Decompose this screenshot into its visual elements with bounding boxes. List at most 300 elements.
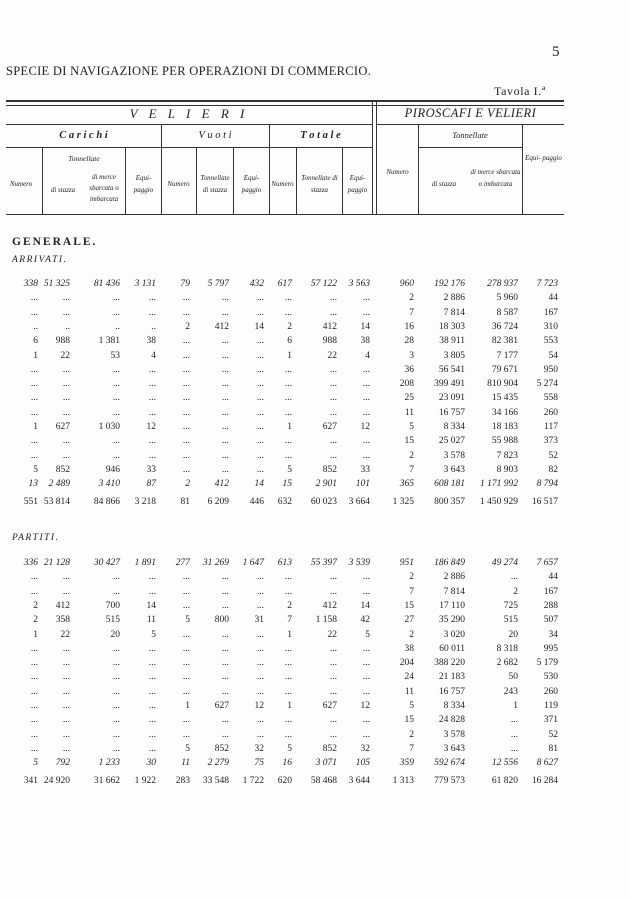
table-cell: 1 030 bbox=[98, 422, 120, 432]
table-cell: 412 bbox=[214, 479, 229, 490]
table-cell: 7 bbox=[409, 743, 414, 754]
table-cell: ... bbox=[30, 729, 38, 740]
table-cell: 2 bbox=[409, 450, 414, 461]
table-cell: ... bbox=[182, 572, 190, 583]
table-cell: ... bbox=[62, 379, 70, 390]
table-cell: 613 bbox=[277, 558, 292, 568]
table-cell: 15 435 bbox=[491, 393, 518, 404]
table-cell: ... bbox=[62, 701, 70, 711]
table-cell: 31 662 bbox=[93, 775, 120, 786]
table-cell: 8 794 bbox=[536, 479, 558, 490]
table-cell: ... bbox=[148, 643, 156, 654]
table-cell: 5 bbox=[365, 629, 370, 640]
table-cell: ... bbox=[329, 364, 337, 375]
table-cell: 14 bbox=[254, 479, 264, 490]
table-cell: ... bbox=[221, 586, 229, 597]
table-cell: 31 269 bbox=[202, 558, 229, 568]
table-cell: ... bbox=[112, 658, 120, 669]
table-cell: 8 627 bbox=[536, 758, 558, 769]
table-cell: ... bbox=[62, 729, 70, 740]
table-cell: 38 911 bbox=[439, 336, 465, 347]
table-row bbox=[0, 279, 630, 293]
table-row bbox=[0, 601, 630, 615]
table-cell: 3 071 bbox=[315, 758, 337, 769]
table-cell: 17 110 bbox=[439, 600, 465, 611]
table-cell: 12 bbox=[146, 422, 156, 432]
table-cell: 432 bbox=[249, 279, 264, 289]
table-cell: ... bbox=[256, 572, 264, 583]
table-cell: 192 176 bbox=[434, 279, 465, 289]
table-cell: 53 814 bbox=[43, 496, 70, 507]
table-cell: ... bbox=[362, 643, 370, 654]
col-equipaggio-piroscafi: Equi- paggio bbox=[525, 154, 562, 162]
table-cell: ... bbox=[182, 672, 190, 683]
table-cell: 18 183 bbox=[491, 422, 518, 432]
table-cell: ... bbox=[182, 450, 190, 461]
table-cell: 81 bbox=[180, 496, 190, 507]
table-cell: ... bbox=[112, 407, 120, 418]
table-cell: 56 541 bbox=[438, 364, 465, 375]
col-ton-stazza-vuoti: Tonnellate di stazza bbox=[200, 174, 230, 194]
table-cell: ... bbox=[284, 672, 292, 683]
table-cell: 620 bbox=[277, 775, 292, 786]
table-row bbox=[0, 422, 630, 436]
table-cell: 1 bbox=[513, 701, 518, 711]
table-cell: 5 bbox=[33, 464, 38, 475]
table-cell: 995 bbox=[543, 643, 558, 654]
table-cell: ... bbox=[182, 407, 190, 418]
table-row bbox=[0, 744, 630, 758]
table-cell: ... bbox=[256, 336, 264, 347]
table-cell: 530 bbox=[543, 672, 558, 683]
table-cell: ... bbox=[62, 450, 70, 461]
table-cell: 7 bbox=[287, 615, 292, 626]
table-cell: 11 bbox=[404, 686, 414, 697]
table-cell: 15 bbox=[404, 600, 414, 611]
table-cell: 3 218 bbox=[134, 496, 156, 507]
table-cell: 3 644 bbox=[348, 775, 370, 786]
table-cell: 700 bbox=[105, 600, 120, 611]
table-cell: 11 bbox=[404, 407, 414, 418]
table-cell: 16 757 bbox=[438, 686, 465, 697]
table-cell: ... bbox=[362, 407, 370, 418]
table-cell: ... bbox=[62, 293, 70, 304]
table-cell: ... bbox=[362, 364, 370, 375]
table-cell: ... bbox=[362, 729, 370, 740]
table-cell: 8 903 bbox=[496, 464, 518, 475]
table-cell: ... bbox=[182, 293, 190, 304]
table-cell: 5 bbox=[185, 615, 190, 626]
table-cell: ... bbox=[182, 422, 190, 432]
table-cell: 20 bbox=[110, 629, 120, 640]
table-cell: ... bbox=[30, 643, 38, 654]
col-di-stazza-piroscafi: di stazza bbox=[431, 180, 457, 188]
table-row bbox=[0, 776, 630, 790]
table-cell: 36 bbox=[404, 364, 414, 375]
table-cell: 7 814 bbox=[443, 307, 465, 318]
table-cell: 2 bbox=[409, 293, 414, 304]
table-cell: 52 bbox=[548, 450, 558, 461]
table-cell: 8 587 bbox=[496, 307, 518, 318]
table-cell: 5 274 bbox=[536, 379, 558, 390]
table-cell: 58 468 bbox=[310, 775, 337, 786]
table-cell: ... bbox=[256, 436, 264, 447]
table-row bbox=[0, 365, 630, 379]
table-row bbox=[0, 687, 630, 701]
table-cell: ... bbox=[256, 393, 264, 404]
table-cell: ... bbox=[182, 436, 190, 447]
table-cell: 22 bbox=[60, 629, 70, 640]
table-cell: ... bbox=[182, 715, 190, 726]
table-cell: 54 bbox=[548, 350, 558, 361]
table-cell: 3 020 bbox=[443, 629, 465, 640]
table-row bbox=[0, 715, 630, 729]
table-cell: 7 bbox=[409, 586, 414, 597]
table-cell: 2 682 bbox=[496, 658, 518, 669]
table-cell: 49 274 bbox=[491, 558, 518, 568]
table-cell: 55 397 bbox=[310, 558, 337, 568]
table-cell: 167 bbox=[543, 586, 558, 597]
table-cell: ... bbox=[148, 307, 156, 318]
table-cell: 2 886 bbox=[443, 293, 465, 304]
table-cell: ... bbox=[362, 393, 370, 404]
table-row bbox=[0, 308, 630, 322]
table-cell: 16 bbox=[282, 758, 292, 769]
table-cell: 36 724 bbox=[491, 321, 518, 332]
table-cell: ... bbox=[256, 658, 264, 669]
table-cell: 6 bbox=[287, 336, 292, 347]
table-cell: ... bbox=[148, 743, 156, 754]
table-cell: 792 bbox=[55, 758, 70, 769]
table-cell: ... bbox=[30, 715, 38, 726]
table-cell: 11 bbox=[181, 758, 190, 769]
table-cell: 412 bbox=[322, 600, 337, 611]
table-cell: 21 183 bbox=[438, 672, 465, 683]
table-row bbox=[0, 379, 630, 393]
table-cell: ... bbox=[362, 572, 370, 583]
table-cell: 3 131 bbox=[134, 279, 156, 289]
table-cell: 373 bbox=[543, 436, 558, 447]
table-cell: 25 bbox=[404, 393, 414, 404]
table-cell: 852 bbox=[55, 464, 70, 475]
table-cell: 50 bbox=[508, 672, 518, 683]
table-cell: 22 bbox=[60, 350, 70, 361]
table-cell: 15 bbox=[404, 715, 414, 726]
table-cell: 7 bbox=[409, 307, 414, 318]
table-cell: 1 233 bbox=[98, 758, 120, 769]
col-di-stazza: di stazza bbox=[50, 186, 76, 194]
table-cell: ... bbox=[510, 729, 518, 740]
table-cell: ... bbox=[362, 586, 370, 597]
table-cell: ... bbox=[221, 364, 229, 375]
table-row bbox=[0, 436, 630, 450]
table-cell: 7 657 bbox=[536, 558, 558, 568]
table-cell: ... bbox=[112, 436, 120, 447]
table-cell: ... bbox=[182, 393, 190, 404]
table-cell: ... bbox=[256, 600, 264, 611]
table-cell: 84 866 bbox=[93, 496, 120, 507]
table-cell: 2 bbox=[185, 479, 190, 490]
table-cell: 16 284 bbox=[531, 775, 558, 786]
col-di-merce-piroscafi: di merce sbarcata o imbarcata bbox=[470, 168, 521, 188]
table-cell: 4 bbox=[151, 350, 156, 361]
table-cell: 627 bbox=[214, 701, 229, 711]
table-cell: ... bbox=[112, 450, 120, 461]
table-cell: 57 122 bbox=[310, 279, 337, 289]
table-cell: 371 bbox=[543, 715, 558, 726]
table-cell: ... bbox=[112, 715, 120, 726]
table-cell: 359 bbox=[399, 758, 414, 769]
table-cell: 1 bbox=[287, 350, 292, 361]
table-cell: ... bbox=[284, 715, 292, 726]
table-cell: ... bbox=[148, 586, 156, 597]
table-cell: 23 091 bbox=[438, 393, 465, 404]
table-cell: ... bbox=[112, 364, 120, 375]
table-cell: ... bbox=[112, 729, 120, 740]
table-cell: ... bbox=[182, 364, 190, 375]
table-cell: ... bbox=[148, 686, 156, 697]
table-cell: 51 325 bbox=[43, 279, 70, 289]
table-cell: ... bbox=[284, 379, 292, 390]
table-cell: 15 bbox=[404, 436, 414, 447]
table-cell: 18 303 bbox=[438, 321, 465, 332]
table-cell: 5 bbox=[409, 422, 414, 432]
table-cell: ... bbox=[30, 379, 38, 390]
table-cell: 38 bbox=[146, 336, 156, 347]
table-cell: 358 bbox=[55, 615, 70, 626]
table-cell: 2 bbox=[287, 321, 292, 332]
table-cell: 5 bbox=[287, 743, 292, 754]
header-totale: T o t a l e bbox=[300, 130, 341, 141]
table-row bbox=[0, 558, 630, 572]
table-cell: 13 bbox=[28, 479, 38, 490]
table-cell: 119 bbox=[544, 701, 558, 711]
col-numero: Numero bbox=[9, 180, 33, 188]
table-row bbox=[0, 408, 630, 422]
table-cell: ... bbox=[221, 658, 229, 669]
table-cell: 12 556 bbox=[491, 758, 518, 769]
table-cell: 3 bbox=[409, 350, 414, 361]
table-row bbox=[0, 293, 630, 307]
table-cell: ... bbox=[362, 715, 370, 726]
table-cell: 1 bbox=[287, 629, 292, 640]
table-cell: ... bbox=[62, 658, 70, 669]
table-cell: ... bbox=[112, 586, 120, 597]
table-cell: 1 171 992 bbox=[480, 479, 518, 490]
table-cell: 1 bbox=[287, 422, 292, 432]
table-cell: ... bbox=[62, 436, 70, 447]
table-cell: .. bbox=[65, 321, 70, 332]
section-heading: GENERALE. bbox=[12, 236, 98, 248]
table-cell: 608 181 bbox=[434, 479, 465, 490]
table-cell: 2 bbox=[409, 572, 414, 583]
table-row bbox=[0, 701, 630, 715]
table-cell: 341 bbox=[23, 775, 38, 786]
table-cell: 412 bbox=[322, 321, 337, 332]
table-cell: ... bbox=[284, 407, 292, 418]
table-cell: 208 bbox=[399, 379, 414, 390]
table-cell: ... bbox=[329, 393, 337, 404]
table-cell: ... bbox=[62, 407, 70, 418]
table-cell: 365 bbox=[399, 479, 414, 490]
table-cell: 105 bbox=[355, 758, 370, 769]
table-cell: 2 bbox=[185, 321, 190, 332]
table-cell: 8 334 bbox=[443, 701, 465, 711]
col-numero-piroscafi: Numero bbox=[386, 168, 409, 176]
table-cell: 5 bbox=[287, 464, 292, 475]
table-row bbox=[0, 644, 630, 658]
table-cell: ... bbox=[284, 450, 292, 461]
table-cell: ... bbox=[221, 336, 229, 347]
table-cell: 34 bbox=[548, 629, 558, 640]
table-cell: ... bbox=[30, 450, 38, 461]
table-cell: 558 bbox=[543, 393, 558, 404]
table-cell: 5 797 bbox=[207, 279, 229, 289]
table-cell: 5 960 bbox=[496, 293, 518, 304]
table-cell: ... bbox=[112, 572, 120, 583]
table-cell: 412 bbox=[214, 321, 229, 332]
table-cell: ... bbox=[329, 379, 337, 390]
table-cell: ... bbox=[284, 436, 292, 447]
table-cell: 33 bbox=[146, 464, 156, 475]
table-cell: ... bbox=[148, 701, 156, 711]
table-cell: 27 bbox=[404, 615, 414, 626]
table-cell: 852 bbox=[322, 464, 337, 475]
table-cell: 15 bbox=[282, 479, 292, 490]
table-label: Tavola I.ª bbox=[494, 84, 546, 98]
table-row bbox=[0, 479, 630, 493]
table-cell: 5 bbox=[185, 743, 190, 754]
table-cell: 260 bbox=[543, 407, 558, 418]
table-cell: 82 bbox=[548, 464, 558, 475]
table-row bbox=[0, 451, 630, 465]
page-title: SPECIE DI NAVIGAZIONE PER OPERAZIONI DI COMMERCIO. bbox=[6, 64, 372, 78]
table-cell: ... bbox=[256, 307, 264, 318]
table-cell: ... bbox=[510, 572, 518, 583]
table-cell: 167 bbox=[543, 307, 558, 318]
table-cell: 52 bbox=[548, 729, 558, 740]
table-cell: 5 179 bbox=[536, 658, 558, 669]
table-cell: 2 279 bbox=[207, 758, 229, 769]
table-cell: ... bbox=[329, 586, 337, 597]
col-equipaggio: Equi- paggio bbox=[133, 174, 154, 194]
table-cell: 950 bbox=[543, 364, 558, 375]
table-cell: ... bbox=[30, 293, 38, 304]
table-cell: ... bbox=[362, 379, 370, 390]
table-cell: ... bbox=[112, 307, 120, 318]
table-cell: 2 bbox=[409, 629, 414, 640]
table-cell: 288 bbox=[543, 600, 558, 611]
table-cell: ... bbox=[256, 729, 264, 740]
table-cell: ... bbox=[62, 586, 70, 597]
table-row bbox=[0, 672, 630, 686]
table-cell: 186 849 bbox=[434, 558, 465, 568]
table-cell: 20 bbox=[508, 629, 518, 640]
subsection-arrivati: ARRIVATI. bbox=[12, 255, 68, 265]
table-cell: ... bbox=[256, 464, 264, 475]
subsection-partiti: PARTITI. bbox=[12, 533, 60, 543]
table-cell: ... bbox=[30, 672, 38, 683]
table-cell: 33 bbox=[360, 464, 370, 475]
table-cell: 515 bbox=[105, 615, 120, 626]
table-cell: 507 bbox=[543, 615, 558, 626]
table-cell: 12 bbox=[254, 701, 264, 711]
table-cell: 8 318 bbox=[496, 643, 518, 654]
table-cell: ... bbox=[182, 643, 190, 654]
table-cell: ... bbox=[362, 658, 370, 669]
table-cell: ... bbox=[221, 450, 229, 461]
table-cell: 1 bbox=[287, 701, 292, 711]
table-row bbox=[0, 393, 630, 407]
table-cell: 44 bbox=[548, 293, 558, 304]
table-cell: 725 bbox=[503, 600, 518, 611]
table-cell: 412 bbox=[55, 600, 70, 611]
table-cell: ... bbox=[510, 715, 518, 726]
table-cell: ... bbox=[221, 643, 229, 654]
table-cell: .. bbox=[33, 321, 38, 332]
table-cell: ... bbox=[148, 393, 156, 404]
table-row bbox=[0, 630, 630, 644]
table-cell: ... bbox=[256, 672, 264, 683]
table-cell: 7 177 bbox=[496, 350, 518, 361]
table-cell: ... bbox=[256, 450, 264, 461]
table-cell: 35 290 bbox=[438, 615, 465, 626]
table-cell: 3 410 bbox=[98, 479, 120, 490]
table-cell: 30 bbox=[146, 758, 156, 769]
table-cell: ... bbox=[329, 407, 337, 418]
table-cell: ... bbox=[221, 672, 229, 683]
table-cell: 1 313 bbox=[392, 775, 414, 786]
table-cell: 22 bbox=[327, 629, 337, 640]
table-cell: ... bbox=[62, 364, 70, 375]
table-cell: ... bbox=[221, 572, 229, 583]
table-cell: 617 bbox=[277, 279, 292, 289]
table-cell: 1 381 bbox=[98, 336, 120, 347]
table-cell: ... bbox=[112, 379, 120, 390]
table-cell: 988 bbox=[322, 336, 337, 347]
table-cell: ... bbox=[148, 729, 156, 740]
table-cell: 2 bbox=[513, 586, 518, 597]
table-cell: ... bbox=[362, 450, 370, 461]
table-cell: 7 723 bbox=[536, 279, 558, 289]
table-cell: 1 bbox=[33, 422, 38, 432]
table-cell: 117 bbox=[544, 422, 558, 432]
col-equipaggio-totale: Equi- paggio bbox=[347, 174, 368, 194]
table-cell: 6 209 bbox=[207, 496, 229, 507]
table-row bbox=[0, 572, 630, 586]
table-cell: ... bbox=[329, 307, 337, 318]
table-cell: 8 334 bbox=[443, 422, 465, 432]
table-cell: 16 757 bbox=[438, 407, 465, 418]
table-cell: 336 bbox=[23, 558, 38, 568]
table-cell: ... bbox=[284, 586, 292, 597]
table-cell: ... bbox=[221, 393, 229, 404]
table-cell: ... bbox=[182, 350, 190, 361]
table-cell: 24 920 bbox=[43, 775, 70, 786]
page-number: 5 bbox=[552, 44, 560, 60]
table-cell: ... bbox=[221, 379, 229, 390]
table-cell: 260 bbox=[543, 686, 558, 697]
table-cell: 277 bbox=[175, 558, 190, 568]
table-cell: ... bbox=[182, 686, 190, 697]
table-cell: 2 489 bbox=[48, 479, 70, 490]
table-cell: 12 bbox=[360, 701, 370, 711]
table-cell: ... bbox=[362, 293, 370, 304]
table-cell: ... bbox=[362, 436, 370, 447]
table-cell: 1 922 bbox=[134, 775, 156, 786]
table-cell: 14 bbox=[360, 600, 370, 611]
table-cell: 5 bbox=[409, 701, 414, 711]
